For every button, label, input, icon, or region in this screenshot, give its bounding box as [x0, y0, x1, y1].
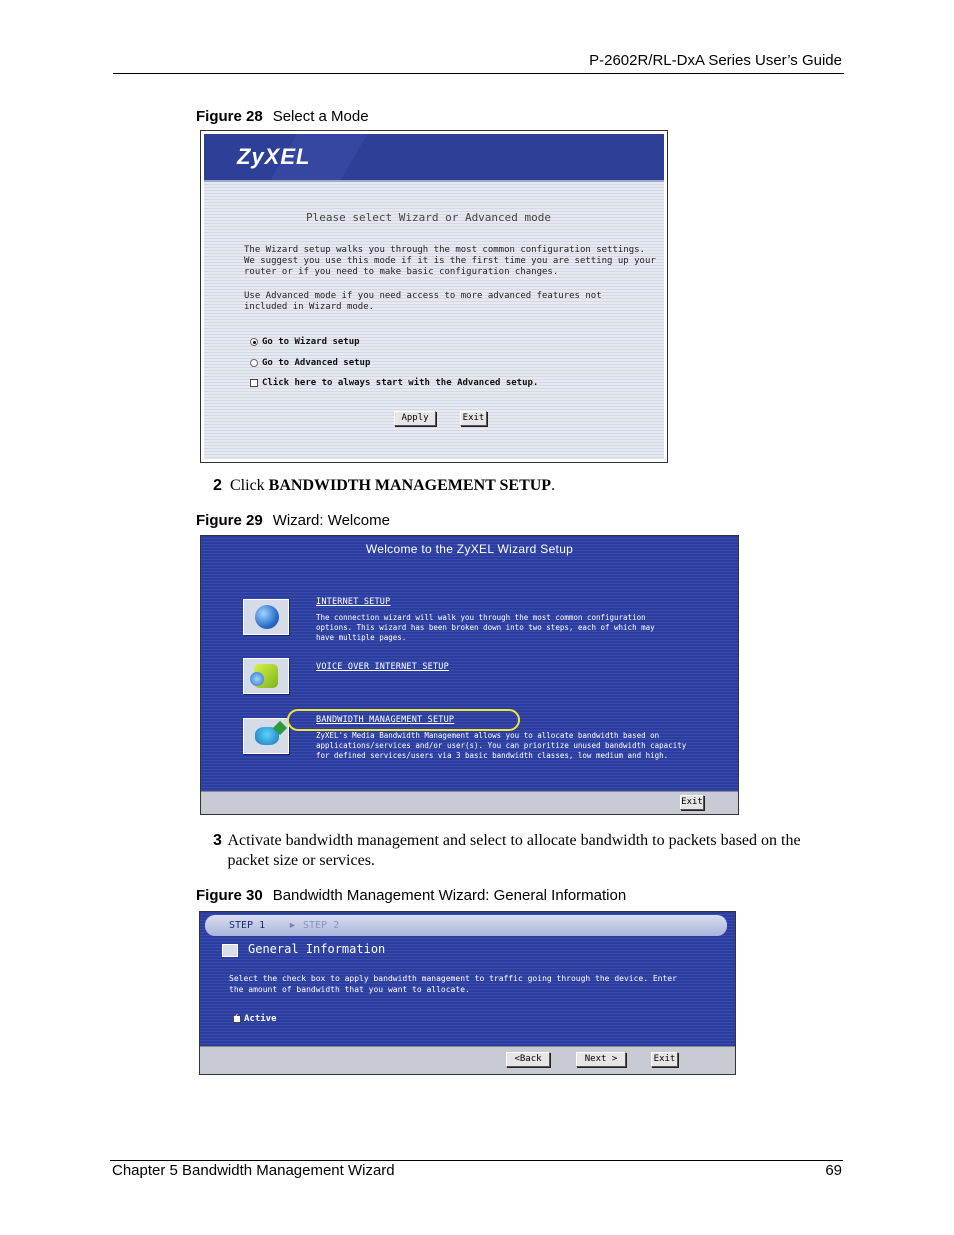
wizard-setup-label: Go to Wizard setup — [262, 337, 360, 347]
wizard-step-bar — [205, 915, 727, 936]
folder-icon — [222, 944, 238, 957]
bandwidth-setup-link[interactable]: BANDWIDTH MANAGEMENT SETUP — [316, 715, 455, 725]
wizard-description: The Wizard setup walks you through the most common configuration settings. We suggest you use this mode if it is the first time you are setting up your router or if you need to make basic configuration changes. — [244, 245, 656, 277]
zyxel-logo: ZyXEL — [237, 144, 311, 169]
figure-29-screenshot — [200, 535, 739, 815]
always-advanced-option[interactable] — [250, 378, 538, 388]
figure-title: Wizard: Welcome — [272, 512, 390, 529]
advanced-description: Use Advanced mode if you need access to more advanced features not included in Wizard mode. — [244, 291, 602, 312]
step-3 — [213, 831, 843, 871]
radio-selected-icon[interactable] — [250, 338, 258, 346]
voip-setup-icon[interactable] — [243, 658, 289, 694]
internet-setup-description: The connection wizard will walk you through the most common configuration options. This wizard has been broken down into two steps, each of which may have multiple pages. — [316, 613, 655, 642]
advanced-setup-option[interactable] — [250, 358, 370, 368]
figure-title: Bandwidth Management Wizard: General Information — [272, 887, 627, 904]
exit-button[interactable]: Exit — [460, 411, 487, 426]
figure-label: Figure 30 — [196, 887, 263, 904]
step-1-label: STEP 1 — [229, 920, 266, 931]
step-text: Activate bandwidth management and select to allocate bandwidth to packets based on the packet size or services. — [227, 832, 801, 869]
step-number: 2 — [213, 477, 222, 494]
step-text: Click — [230, 477, 269, 494]
figure-28-screenshot — [200, 130, 668, 463]
exit-button[interactable]: Exit — [680, 795, 704, 810]
header-rule — [113, 73, 844, 74]
footer-rule — [110, 1160, 843, 1161]
wizard-setup-option[interactable] — [250, 337, 360, 347]
figure-29-caption — [196, 512, 390, 529]
figure-label: Figure 28 — [196, 108, 263, 125]
internet-setup-link[interactable]: INTERNET SETUP — [316, 597, 391, 607]
bandwidth-setup-description: ZyXEL's Media Bandwidth Management allows you to allocate bandwidth based on applications/services and/or user(s). You can prioritize unused bandwidth capacity for defined services/users via 3 basic bandwidth classes, low medium and high. — [316, 731, 687, 760]
figure-30-caption — [196, 887, 626, 904]
internet-setup-icon[interactable] — [243, 599, 289, 635]
step-emphasis: BANDWIDTH MANAGEMENT SETUP — [268, 477, 552, 494]
checkbox-checked-icon[interactable] — [233, 1015, 241, 1023]
figure-title: Select a Mode — [272, 108, 369, 125]
active-option[interactable] — [233, 1014, 277, 1024]
mode-heading: Please select Wizard or Advanced mode — [306, 211, 552, 224]
wizard-button-bar — [201, 791, 738, 814]
step-2 — [213, 476, 555, 496]
always-advanced-label: Click here to always start with the Advanced setup. — [262, 378, 539, 388]
chevron-right-icon: ► — [288, 920, 297, 930]
back-button[interactable]: <Back — [506, 1052, 550, 1067]
exit-button[interactable]: Exit — [651, 1052, 678, 1067]
zyxel-banner — [204, 134, 664, 182]
page-number: 69 — [825, 1162, 842, 1179]
radio-unselected-icon[interactable] — [250, 359, 258, 367]
voip-setup-link[interactable]: VOICE OVER INTERNET SETUP — [316, 662, 449, 672]
wizard-button-bar — [200, 1046, 735, 1074]
checkbox-icon[interactable] — [250, 379, 258, 387]
bandwidth-setup-icon[interactable] — [243, 718, 289, 754]
footer-chapter: Chapter 5 Bandwidth Management Wizard — [112, 1162, 395, 1179]
advanced-setup-label: Go to Advanced setup — [262, 358, 371, 368]
section-title: General Information — [248, 942, 386, 956]
step-2-label: STEP 2 — [303, 920, 340, 931]
figure-label: Figure 29 — [196, 512, 263, 529]
apply-button[interactable]: Apply — [394, 411, 436, 426]
figure-28-caption — [196, 108, 369, 125]
section-description: Select the check box to apply bandwidth management to traffic going through the device. Enter the amount of bandwidth that you want to allocate. — [229, 974, 677, 994]
figure-30-screenshot — [199, 911, 736, 1075]
running-header: P-2602R/RL-DxA Series User’s Guide — [589, 52, 842, 69]
next-button[interactable]: Next > — [576, 1052, 626, 1067]
step-suffix: . — [551, 477, 556, 494]
step-number: 3 — [213, 832, 222, 849]
active-label: Active — [244, 1014, 277, 1024]
wizard-welcome-title: Welcome to the ZyXEL Wizard Setup — [365, 542, 574, 556]
